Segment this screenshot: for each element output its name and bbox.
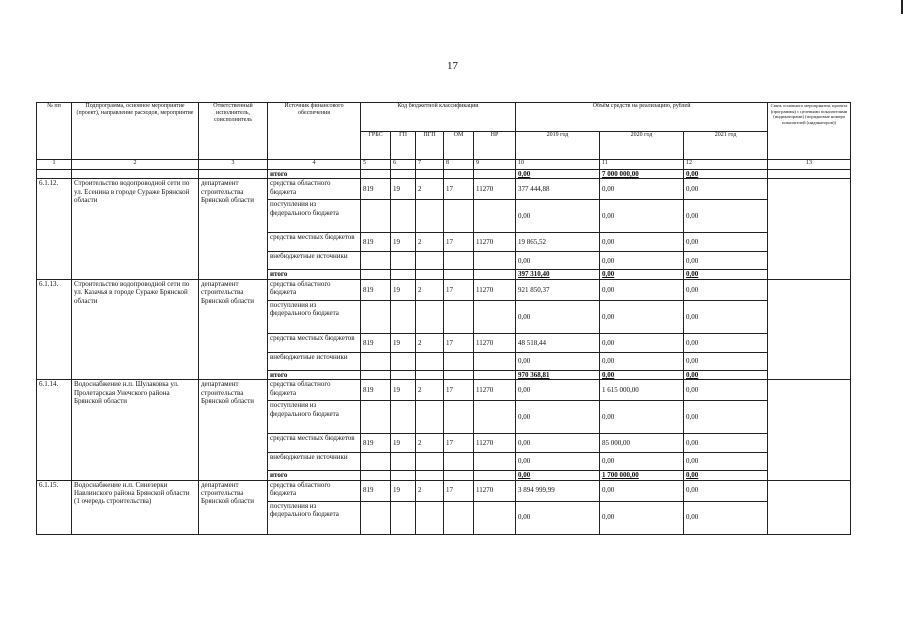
header-2021: 2021 год xyxy=(684,132,768,160)
amount-2021: 0,00 xyxy=(684,401,768,434)
column-number: 12 xyxy=(684,160,768,170)
column-number: 8 xyxy=(444,160,474,170)
amount-2020: 0,00 xyxy=(600,453,684,471)
code-pgp: 2 xyxy=(416,480,444,501)
amount-2021: 0,00 xyxy=(684,352,768,370)
amount-2021: 0,00 xyxy=(684,252,768,270)
amount-2021: 0,00 xyxy=(684,501,768,534)
code-om: 17 xyxy=(444,480,474,501)
source-local: средства местных бюджетов xyxy=(268,333,361,352)
header-amount: Объём средств на реализацию, рублей xyxy=(516,103,768,132)
code-om: 17 xyxy=(444,333,474,352)
amount-2020: 0,00 xyxy=(600,279,684,300)
column-number: 9 xyxy=(474,160,516,170)
total-2019: 397 310,40 xyxy=(516,270,600,279)
total-label: итого xyxy=(268,170,361,179)
code-gp: 19 xyxy=(391,434,416,453)
code-nr: 11270 xyxy=(474,333,516,352)
code-nr: 11270 xyxy=(474,480,516,501)
source-regional: средства областного бюджета xyxy=(268,179,361,200)
code-gp: 19 xyxy=(391,480,416,501)
header-source: Источник финансового обеспечения xyxy=(268,103,361,160)
header-2019: 2019 год xyxy=(516,132,600,160)
prev-total-row xyxy=(37,170,851,179)
amount-2021: 0,00 xyxy=(684,480,768,501)
amount-2020: 0,00 xyxy=(600,200,684,233)
header-nr: НР xyxy=(474,132,516,160)
project-name: Водоснабжение н.п. Шулаковка ул. Пролетарская Унечского района Брянской области xyxy=(72,380,199,480)
code-pgp: 2 xyxy=(416,380,444,401)
source-regional: средства областного бюджета xyxy=(268,380,361,401)
code-nr: 11270 xyxy=(474,233,516,252)
budget-table xyxy=(36,102,851,535)
amount-2021: 0,00 xyxy=(684,380,768,401)
code-pgp: 2 xyxy=(416,179,444,200)
header-budget-code: Код бюджетной классификации xyxy=(361,103,516,132)
total-2020: 1 700 000,00 xyxy=(600,471,684,480)
project-executor: департамент строительства Брянской области xyxy=(199,380,268,480)
project-row-regional xyxy=(37,480,851,501)
header-executor: Ответственный исполнитель, соисполнитель xyxy=(199,103,268,160)
source-federal: поступления из федерального бюджета xyxy=(268,200,361,233)
column-number: 1 xyxy=(37,160,72,170)
amount-2021: 0,00 xyxy=(684,453,768,471)
source-total: итого xyxy=(268,270,361,279)
code-om: 17 xyxy=(444,434,474,453)
header-om: ОМ xyxy=(444,132,474,160)
header-pgp: ПГП xyxy=(416,132,444,160)
amount-2021: 0,00 xyxy=(684,333,768,352)
total-2021: 0,00 xyxy=(684,370,768,379)
amount-2020: 0,00 xyxy=(600,179,684,200)
amount-2020: 0,00 xyxy=(600,501,684,534)
source-extra: внебюджетные источники xyxy=(268,252,361,270)
source-extra: внебюджетные источники xyxy=(268,453,361,471)
column-number: 7 xyxy=(416,160,444,170)
source-federal: поступления из федерального бюджета xyxy=(268,300,361,333)
code-nr: 11270 xyxy=(474,434,516,453)
project-row-regional xyxy=(37,179,851,200)
column-number: 3 xyxy=(199,160,268,170)
amount-2020: 0,00 xyxy=(600,352,684,370)
amount-2019: 0,00 xyxy=(516,300,600,333)
amount-2020: 0,00 xyxy=(600,480,684,501)
column-number: 6 xyxy=(391,160,416,170)
total-2021: 0,00 xyxy=(684,471,768,480)
column-number: 4 xyxy=(268,160,361,170)
amount-2019: 0,00 xyxy=(516,501,600,534)
amount-2021: 0,00 xyxy=(684,279,768,300)
header-grbs: ГРБС xyxy=(361,132,391,160)
header-program: Подпрограмма, основное мероприятие (проект), направление расходов, мероприятие xyxy=(72,103,199,160)
code-om: 17 xyxy=(444,179,474,200)
total-2020: 7 000 000,00 xyxy=(600,170,684,179)
amount-2019: 377 444,88 xyxy=(516,179,600,200)
indicator-link xyxy=(768,380,851,480)
amount-2019: 0,00 xyxy=(516,401,600,434)
column-number: 2 xyxy=(72,160,199,170)
project-number: 6.1.15. xyxy=(37,480,72,534)
code-gp: 19 xyxy=(391,333,416,352)
total-2019: 970 368,81 xyxy=(516,370,600,379)
code-grbs: 819 xyxy=(361,380,391,401)
amount-2019: 0,00 xyxy=(516,252,600,270)
project-row-regional xyxy=(37,380,851,401)
source-extra: внебюджетные источники xyxy=(268,352,361,370)
header-gp: ГП xyxy=(391,132,416,160)
amount-2019: 0,00 xyxy=(516,352,600,370)
column-number: 5 xyxy=(361,160,391,170)
amount-2020: 0,00 xyxy=(600,333,684,352)
amount-2019: 3 894 999,99 xyxy=(516,480,600,501)
project-name: Водоснабжение н.п. Синезерки Навлинского района Брянской области (1 очередь строительства) xyxy=(72,480,199,534)
project-number: 6.1.13. xyxy=(37,279,72,379)
code-om: 17 xyxy=(444,279,474,300)
source-federal: поступления из федерального бюджета xyxy=(268,401,361,434)
code-pgp: 2 xyxy=(416,279,444,300)
code-pgp: 2 xyxy=(416,233,444,252)
indicator-link xyxy=(768,179,851,279)
project-name: Строительство водопроводной сети по ул. Есенина в городе Сураже Брянской области xyxy=(72,179,199,279)
source-total: итого xyxy=(268,471,361,480)
amount-2021: 0,00 xyxy=(684,300,768,333)
code-grbs: 819 xyxy=(361,434,391,453)
code-nr: 11270 xyxy=(474,380,516,401)
amount-2019: 19 865,52 xyxy=(516,233,600,252)
code-grbs: 819 xyxy=(361,233,391,252)
project-executor: департамент строительства Брянской области xyxy=(199,480,268,534)
code-grbs: 819 xyxy=(361,279,391,300)
source-regional: средства областного бюджета xyxy=(268,279,361,300)
amount-2021: 0,00 xyxy=(684,233,768,252)
page-number: 17 xyxy=(447,60,458,72)
project-name: Строительство водопроводной сети по ул. Казачья в городе Сураже Брянской области xyxy=(72,279,199,379)
header-no: № пп xyxy=(37,103,72,160)
code-gp: 19 xyxy=(391,380,416,401)
amount-2019: 48 518,44 xyxy=(516,333,600,352)
project-number: 6.1.14. xyxy=(37,380,72,480)
source-total: итого xyxy=(268,370,361,379)
amount-2020: 85 000,00 xyxy=(600,434,684,453)
amount-2020: 0,00 xyxy=(600,252,684,270)
code-gp: 19 xyxy=(391,279,416,300)
scan-edge-mark xyxy=(901,0,903,14)
total-2019: 0,00 xyxy=(516,170,600,179)
amount-2020: 0,00 xyxy=(600,300,684,333)
amount-2020: 0,00 xyxy=(600,401,684,434)
total-2021: 0,00 xyxy=(684,270,768,279)
amount-2021: 0,00 xyxy=(684,179,768,200)
code-gp: 19 xyxy=(391,179,416,200)
amount-2021: 0,00 xyxy=(684,200,768,233)
column-numbers-row xyxy=(37,160,851,170)
code-pgp: 2 xyxy=(416,333,444,352)
amount-2020: 1 615 000,00 xyxy=(600,380,684,401)
amount-2020: 0,00 xyxy=(600,233,684,252)
source-local: средства местных бюджетов xyxy=(268,434,361,453)
amount-2021: 0,00 xyxy=(684,434,768,453)
code-pgp: 2 xyxy=(416,434,444,453)
amount-2019: 0,00 xyxy=(516,434,600,453)
source-local: средства местных бюджетов xyxy=(268,233,361,252)
code-grbs: 819 xyxy=(361,179,391,200)
project-executor: департамент строительства Брянской области xyxy=(199,279,268,379)
source-federal: поступления из федерального бюджета xyxy=(268,501,361,534)
indicator-link xyxy=(768,279,851,379)
amount-2019: 0,00 xyxy=(516,200,600,233)
total-2021: 0,00 xyxy=(684,170,768,179)
column-number: 13 xyxy=(768,160,851,170)
amount-2019: 0,00 xyxy=(516,453,600,471)
header-2020: 2020 год xyxy=(600,132,684,160)
code-nr: 11270 xyxy=(474,179,516,200)
column-number: 11 xyxy=(600,160,684,170)
project-executor: департамент строительства Брянской области xyxy=(199,179,268,279)
column-number: 10 xyxy=(516,160,600,170)
code-om: 17 xyxy=(444,233,474,252)
code-om: 17 xyxy=(444,380,474,401)
project-number: 6.1.12. xyxy=(37,179,72,279)
code-grbs: 819 xyxy=(361,480,391,501)
source-regional: средства областного бюджета xyxy=(268,480,361,501)
total-2020: 0,00 xyxy=(600,270,684,279)
amount-2019: 921 850,37 xyxy=(516,279,600,300)
total-2020: 0,00 xyxy=(600,370,684,379)
code-gp: 19 xyxy=(391,233,416,252)
project-row-regional xyxy=(37,279,851,300)
header-link: Связь основного мероприятия, проекта (программы) с целевыми показателями (индикаторами) (порядковые номера показателей (индикаторов)) xyxy=(768,103,851,160)
code-nr: 11270 xyxy=(474,279,516,300)
indicator-link xyxy=(768,480,851,534)
amount-2019: 0,00 xyxy=(516,380,600,401)
code-grbs: 819 xyxy=(361,333,391,352)
total-2019: 0,00 xyxy=(516,471,600,480)
